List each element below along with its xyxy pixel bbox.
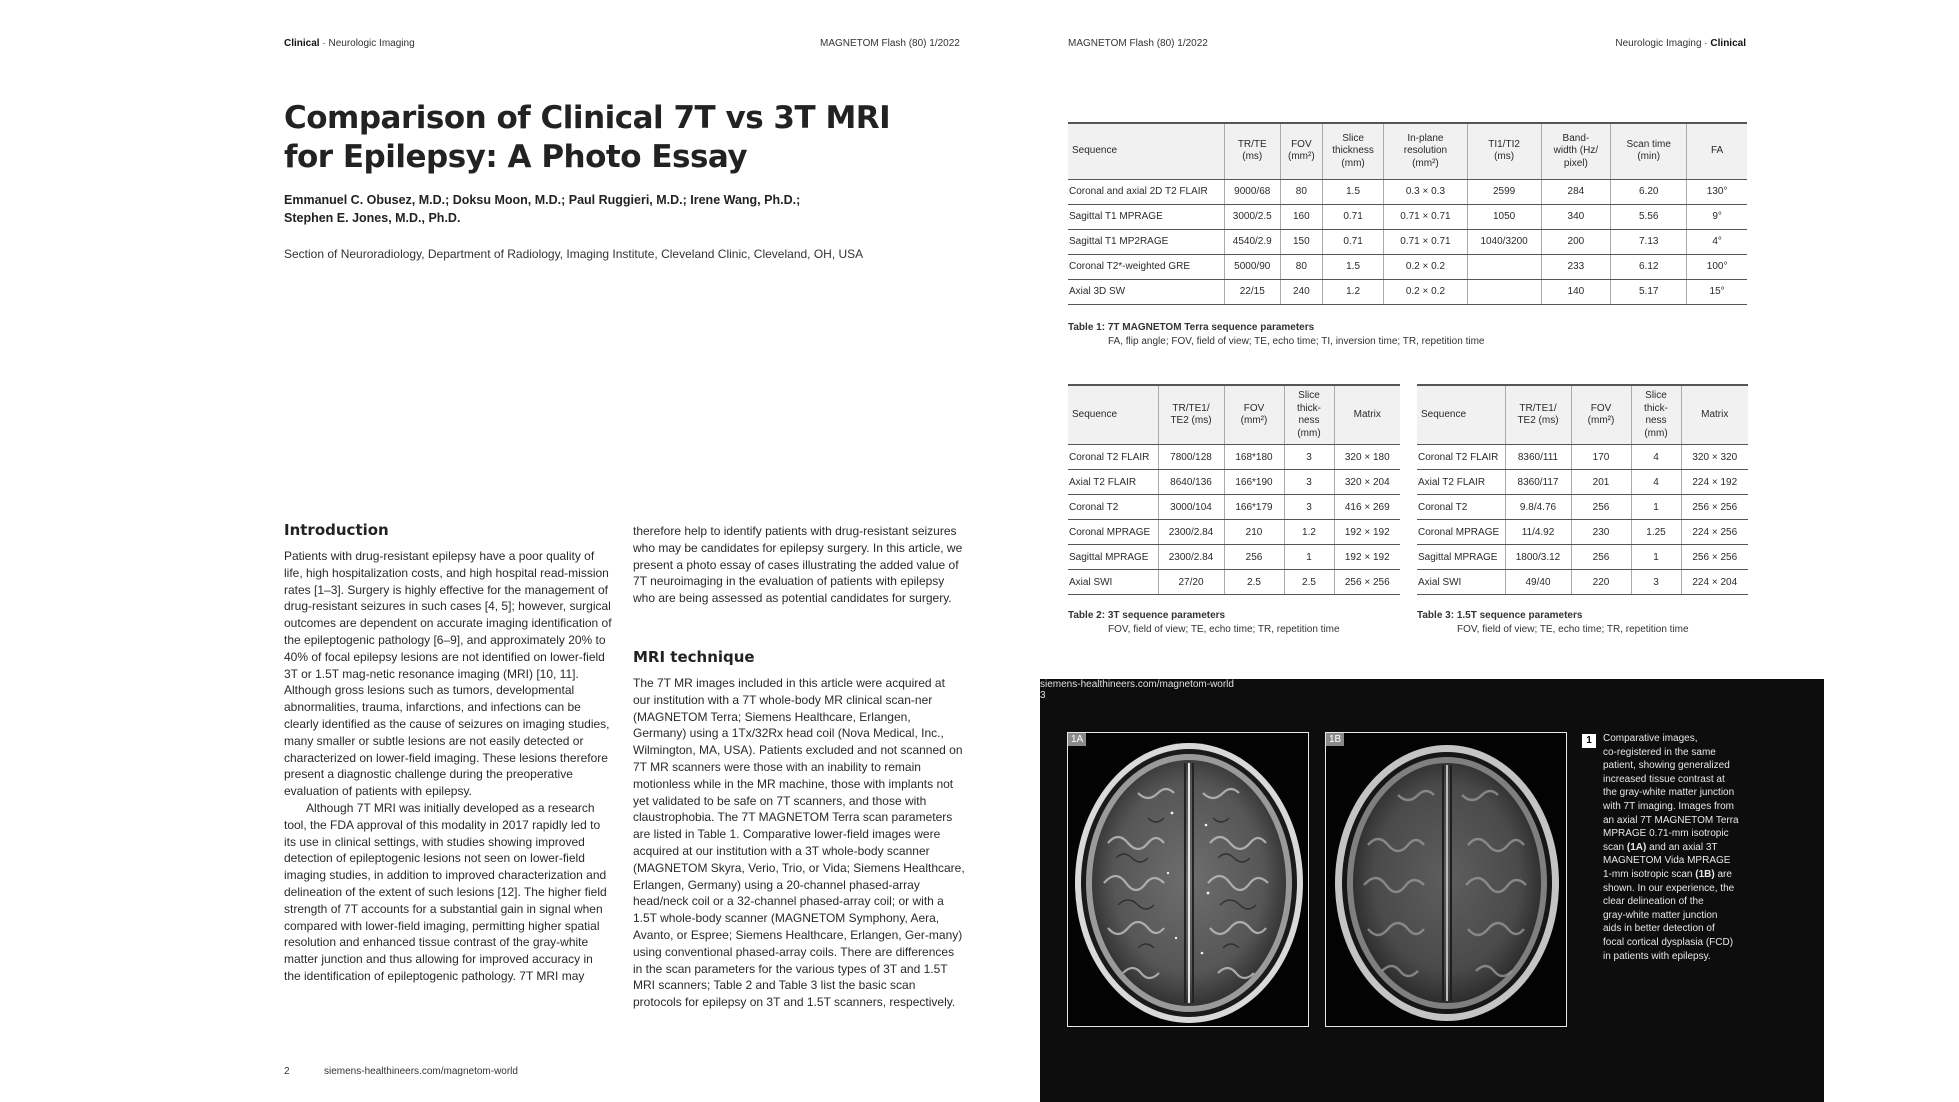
table-cell: Coronal T2 xyxy=(1068,495,1158,520)
column-header: In-plane resolution (mm²) xyxy=(1384,123,1467,179)
table-cell: 240 xyxy=(1280,279,1322,304)
column-header: FOV (mm²) xyxy=(1571,385,1631,445)
right-running-head xyxy=(1615,38,1746,49)
table-row xyxy=(1068,570,1400,595)
table-2-caption-title: Table 2: 3T sequence parameters xyxy=(1068,610,1226,621)
col2-intro-continued xyxy=(633,523,963,607)
table-row xyxy=(1068,229,1747,254)
right-header-topic: Neurologic Imaging xyxy=(1615,38,1702,49)
table-cell: 9° xyxy=(1687,204,1747,229)
col2-paragraph-1: therefore help to identify patients with drug-resistant seizures who may be candidates for epilepsy surgery. In this article, we present a photo essay of cases illustrating the added value of 7T neuroimaging in the evaluation of patients with epilepsy who are being assessed as potential candidates for surgery. xyxy=(633,524,963,606)
table-cell: 284 xyxy=(1541,179,1611,204)
column-header: Slice thick- ness (mm) xyxy=(1284,385,1334,445)
table-1-caption-title: Table 1: 7T MAGNETOM Terra sequence parameters xyxy=(1068,322,1315,333)
table-header-row xyxy=(1068,385,1400,445)
table-row xyxy=(1068,520,1400,545)
authors-line-2: Stephen E. Jones, M.D., Ph.D. xyxy=(284,211,461,225)
table-cell: 168*180 xyxy=(1224,445,1284,470)
table-cell: 320 × 180 xyxy=(1334,445,1400,470)
table-cell: 3000/2.5 xyxy=(1224,204,1280,229)
table-3-caption-title: Table 3: 1.5T sequence parameters xyxy=(1417,610,1583,621)
column-header: FA xyxy=(1687,123,1747,179)
table-cell: 233 xyxy=(1541,254,1611,279)
author-list xyxy=(284,191,984,227)
table-cell: 170 xyxy=(1571,445,1631,470)
table-row xyxy=(1417,545,1748,570)
left-page-number: 2 xyxy=(284,1066,290,1077)
table-cell: Axial SWI xyxy=(1417,570,1505,595)
left-header-issue: MAGNETOM Flash (80) 1/2022 xyxy=(820,38,960,49)
mri-image-1b xyxy=(1325,732,1567,1027)
table-cell: 0.71 xyxy=(1322,229,1383,254)
left-running-head xyxy=(284,38,415,49)
table-cell: 1 xyxy=(1284,545,1334,570)
right-header-issue: MAGNETOM Flash (80) 1/2022 xyxy=(1068,38,1208,49)
table-cell: 224 × 204 xyxy=(1681,570,1748,595)
table-cell: 1800/3.12 xyxy=(1505,545,1571,570)
mri-image-1a xyxy=(1067,732,1309,1027)
caption-line: 1-mm isotropic scan (1B) are xyxy=(1603,868,1732,880)
column-header: Matrix xyxy=(1334,385,1400,445)
caption-line: clear delineation of the xyxy=(1603,896,1704,908)
intro-paragraph-2: Although 7T MRI was initially developed as a research tool, the FDA approval of this modality in 2017 rapidly led to its use in clinical settings, with studies showing improved detection of epileptogenic lesions not seen on lower-field imaging studies, in addition to improved characterization and delineation of the extent of such lesions [12]. The higher field strength of 7T accounts for a substantial gain in signal when compared with lower-field imaging, permitting higher spatial resolution and enhanced tissue contrast of the gray-white matter junction and thus allowing for improved accuracy in the identification of epileptogenic pathology. 7T MRI may xyxy=(284,800,607,983)
table-1-7t-parameters xyxy=(1068,122,1747,305)
table-cell: Axial 3D SW xyxy=(1068,279,1224,304)
table-cell: 9000/68 xyxy=(1224,179,1280,204)
table-cell: 192 × 192 xyxy=(1334,545,1400,570)
intro-column xyxy=(284,548,612,985)
table-3-caption xyxy=(1417,609,1757,637)
column-header: Sequence xyxy=(1068,123,1224,179)
column-header: TI1/TI2 (ms) xyxy=(1467,123,1541,179)
caption-line: Comparative images, xyxy=(1603,733,1698,744)
table-row xyxy=(1068,495,1400,520)
table-cell: 1.5 xyxy=(1322,254,1383,279)
table-cell: 1050 xyxy=(1467,204,1541,229)
table-cell xyxy=(1467,254,1541,279)
table-1-caption xyxy=(1068,321,1748,349)
table-cell: 140 xyxy=(1541,279,1611,304)
table-cell: 256 × 256 xyxy=(1334,570,1400,595)
table-cell: Coronal MPRAGE xyxy=(1417,520,1505,545)
table-cell: 1.25 xyxy=(1631,520,1681,545)
table-cell: 6.20 xyxy=(1611,179,1687,204)
table-cell: 49/40 xyxy=(1505,570,1571,595)
table-cell: 340 xyxy=(1541,204,1611,229)
affiliation: Section of Neuroradiology, Department of Radiology, Imaging Institute, Cleveland Clinic, Cleveland, OH, USA xyxy=(284,247,864,261)
table-cell: 210 xyxy=(1224,520,1284,545)
mri-paragraph-1: The 7T MR images included in this article were acquired at our institution with a 7T whole-body MR clinical scan-ner (MAGNETOM Terra; Siemens Healthcare, Erlangen, Germany) using a 1Tx/32Rx head coil (Nova Medical, Inc., Wilmington, MA, USA). Patients excluded and not scanned on 7T MR scanners were those with an inability to remain motionless while in the MR machine, those with implants not yet validated to be safe on 7T scanners, and those with claustrophobia. The 7T MAGNETOM Terra scan parameters are listed in Table 1. Comparative lower-field images were acquired at our institution with a 3T whole-body scanner (MAGNETOM Skyra, Verio, Trio, or Vida; Siemens Healthcare, Erlangen, Germany) using a 20-channel phased-array head/neck coil or a 32-channel phased-array coil; or with a 1.5T whole-body scanner (MAGNETOM Symphony, Aera, Avanto, or Espree; Siemens Healthcare, Erlangen, Ger-many) using conventional phased-array coils. There are differences in the scan parameters for the various types of 3T and 1.5T MRI scanners; Table 2 and Table 3 list the basic scan protocols for epilepsy on 3T and 1.5T scanners, respectively. xyxy=(633,676,965,1010)
caption-line: an axial 7T MAGNETOM Terra xyxy=(1603,814,1739,826)
table-row xyxy=(1068,179,1747,204)
table-cell: 6.12 xyxy=(1611,254,1687,279)
table-cell: 1.2 xyxy=(1322,279,1383,304)
table-cell: Sagittal T1 MP2RAGE xyxy=(1068,229,1224,254)
column-header: Sequence xyxy=(1068,385,1158,445)
table-cell: 5000/90 xyxy=(1224,254,1280,279)
table-cell: 166*179 xyxy=(1224,495,1284,520)
column-header: Slice thick- ness (mm) xyxy=(1631,385,1681,445)
column-header: Matrix xyxy=(1681,385,1748,445)
table-cell: 2.5 xyxy=(1224,570,1284,595)
table-cell: Sagittal MPRAGE xyxy=(1068,545,1158,570)
table-header-row xyxy=(1068,123,1747,179)
mri-technique-column xyxy=(633,675,965,1011)
right-footer-url[interactable]: siemens-healthineers.com/magnetom-world xyxy=(1040,679,1234,690)
table-cell: 256 xyxy=(1571,495,1631,520)
table-cell: 8360/111 xyxy=(1505,445,1571,470)
table-cell: 320 × 204 xyxy=(1334,470,1400,495)
table-cell: 256 × 256 xyxy=(1681,495,1748,520)
brain-scan-7t-graphic xyxy=(1068,733,1309,1027)
table-cell: 100° xyxy=(1687,254,1747,279)
table-cell: 4540/2.9 xyxy=(1224,229,1280,254)
column-header: TR/TE (ms) xyxy=(1224,123,1280,179)
article-title xyxy=(284,99,984,177)
table-cell: 7.13 xyxy=(1611,229,1687,254)
table-1-caption-note: FA, flip angle; FOV, field of view; TE, echo time; TI, inversion time; TR, repetition time xyxy=(1108,336,1485,347)
figure-label-1b: 1B xyxy=(1326,733,1344,746)
figure-label-1a: 1A xyxy=(1068,733,1086,746)
table-cell: Coronal T2 FLAIR xyxy=(1068,445,1158,470)
caption-line: increased tissue contrast at xyxy=(1603,773,1725,785)
table-cell: 3 xyxy=(1284,445,1334,470)
table-cell: 0.2 × 0.2 xyxy=(1384,254,1467,279)
table-row xyxy=(1417,445,1748,470)
table-cell: 1 xyxy=(1631,545,1681,570)
table-cell: 11/4.92 xyxy=(1505,520,1571,545)
table-cell: 320 × 320 xyxy=(1681,445,1748,470)
table-cell: Axial T2 FLAIR xyxy=(1417,470,1505,495)
table-cell: 2599 xyxy=(1467,179,1541,204)
left-header-section: Clinical xyxy=(284,38,320,49)
column-header: FOV (mm²) xyxy=(1280,123,1322,179)
table-cell: Coronal T2*-weighted GRE xyxy=(1068,254,1224,279)
caption-line: aids in better detection of xyxy=(1603,923,1715,935)
column-header: Sequence xyxy=(1417,385,1505,445)
figure-1-panel xyxy=(1040,679,1824,1102)
table-cell: 224 × 192 xyxy=(1681,470,1748,495)
table-cell: 1.5 xyxy=(1322,179,1383,204)
table-row xyxy=(1068,279,1747,304)
figure-1-caption xyxy=(1603,732,1773,963)
table-cell: Sagittal MPRAGE xyxy=(1417,545,1505,570)
table-cell: 1040/3200 xyxy=(1467,229,1541,254)
table-row xyxy=(1417,520,1748,545)
table-cell: 256 × 256 xyxy=(1681,545,1748,570)
table-cell: 0.71 xyxy=(1322,204,1383,229)
table-cell: 2300/2.84 xyxy=(1158,545,1224,570)
intro-paragraph-1: Patients with drug-resistant epilepsy have a poor quality of life, high hospitalization costs, and high hospital read-mission rates [1–3]. Surgery is highly effective for the management of drug-resistant seizures in such cases [4, 5]; however, surgical outcomes are dependent on accurate imaging identification of the epileptogenic pathology [6–9], and approximately 20% to 40% of focal epilepsy lesions are not identified on lower-field 3T or 1.5T mag-netic resonance imaging (MRI) [10, 11]. Although gross lesions such as tumors, developmental abnormalities, trauma, infarctions, and infections can be clearly identified as the cause of seizures on imaging studies, many smaller or subtle lesions are not easily detected or characterized on lower-field imaging. These lesions therefore present a diagnostic challenge during the preoperative evaluation of patients with epilepsy. xyxy=(284,549,612,799)
table-row xyxy=(1068,204,1747,229)
caption-line: scan (1A) and an axial 3T xyxy=(1603,841,1718,853)
table-cell: 2300/2.84 xyxy=(1158,520,1224,545)
table-cell: 160 xyxy=(1280,204,1322,229)
caption-line: the gray-white matter junction xyxy=(1603,787,1735,799)
left-header-topic: Neurologic Imaging xyxy=(328,38,415,49)
table-header-row xyxy=(1417,385,1748,445)
table-cell: 0.71 × 0.71 xyxy=(1384,229,1467,254)
table-cell: 224 × 256 xyxy=(1681,520,1748,545)
table-cell: 3 xyxy=(1284,495,1334,520)
table-cell: 220 xyxy=(1571,570,1631,595)
table-2-3t-parameters xyxy=(1068,384,1400,595)
figure-number: 1 xyxy=(1582,734,1596,748)
column-header: TR/TE1/ TE2 (ms) xyxy=(1505,385,1571,445)
table-cell: 130° xyxy=(1687,179,1747,204)
table-cell: 230 xyxy=(1571,520,1631,545)
column-header: Scan time (min) xyxy=(1611,123,1687,179)
table-cell: 200 xyxy=(1541,229,1611,254)
table-cell: 256 xyxy=(1224,545,1284,570)
table-cell: 8640/136 xyxy=(1158,470,1224,495)
right-page-number: 3 xyxy=(1040,690,1046,701)
caption-line: with 7T imaging. Images from xyxy=(1603,800,1734,812)
left-header-sep: · xyxy=(319,38,329,49)
right-header-sep: · xyxy=(1701,38,1711,49)
table-cell: 201 xyxy=(1571,470,1631,495)
table-cell: Axial SWI xyxy=(1068,570,1158,595)
table-cell: Sagittal T1 MPRAGE xyxy=(1068,204,1224,229)
table-row xyxy=(1068,545,1400,570)
table-cell: 4 xyxy=(1631,445,1681,470)
table-cell: 0.3 × 0.3 xyxy=(1384,179,1467,204)
table-cell: 4 xyxy=(1631,470,1681,495)
table-cell: 15° xyxy=(1687,279,1747,304)
table-row xyxy=(1068,254,1747,279)
table-3-caption-note: FOV, field of view; TE, echo time; TR, repetition time xyxy=(1457,624,1689,635)
table-row xyxy=(1417,470,1748,495)
title-line-2: for Epilepsy: A Photo Essay xyxy=(284,139,748,175)
caption-line: MPRAGE 0.71-mm isotropic xyxy=(1603,828,1729,840)
table-cell: 22/15 xyxy=(1224,279,1280,304)
caption-line: shown. In our experience, the xyxy=(1603,882,1735,894)
table-cell: 9.8/4.76 xyxy=(1505,495,1571,520)
table-cell: 3 xyxy=(1631,570,1681,595)
table-cell: Coronal T2 xyxy=(1417,495,1505,520)
table-row xyxy=(1068,445,1400,470)
table-cell: 1.2 xyxy=(1284,520,1334,545)
table-row xyxy=(1417,570,1748,595)
table-cell: 166*190 xyxy=(1224,470,1284,495)
title-line-1: Comparison of Clinical 7T vs 3T MRI xyxy=(284,100,891,136)
column-header: FOV (mm²) xyxy=(1224,385,1284,445)
caption-line: co-registered in the same xyxy=(1603,746,1716,758)
table-cell: 2.5 xyxy=(1284,570,1334,595)
caption-line: gray-white matter junction xyxy=(1603,909,1718,921)
table-cell: Coronal MPRAGE xyxy=(1068,520,1158,545)
column-header: TR/TE1/ TE2 (ms) xyxy=(1158,385,1224,445)
caption-line: in patients with epilepsy. xyxy=(1603,950,1711,962)
table-cell: 3 xyxy=(1284,470,1334,495)
right-header-section: Clinical xyxy=(1710,38,1746,49)
table-cell: 8360/117 xyxy=(1505,470,1571,495)
table-3-15t-parameters xyxy=(1417,384,1748,595)
authors-line-1: Emmanuel C. Obusez, M.D.; Doksu Moon, M.D.; Paul Ruggieri, M.D.; Irene Wang, Ph.D.; xyxy=(284,193,801,207)
table-cell: 4° xyxy=(1687,229,1747,254)
table-cell: Coronal T2 FLAIR xyxy=(1417,445,1505,470)
table-cell: 3000/104 xyxy=(1158,495,1224,520)
caption-line: MAGNETOM Vida MPRAGE xyxy=(1603,855,1731,867)
table-cell: 5.56 xyxy=(1611,204,1687,229)
table-cell: Axial T2 FLAIR xyxy=(1068,470,1158,495)
table-cell: 5.17 xyxy=(1611,279,1687,304)
mri-technique-heading: MRI technique xyxy=(633,648,755,666)
column-header: Slice thickness (mm) xyxy=(1322,123,1383,179)
table-cell: 1 xyxy=(1631,495,1681,520)
table-cell: 7800/128 xyxy=(1158,445,1224,470)
left-footer-url[interactable]: siemens-healthineers.com/magnetom-world xyxy=(324,1066,518,1077)
table-cell: 0.71 × 0.71 xyxy=(1384,204,1467,229)
column-header: Band- width (Hz/ pixel) xyxy=(1541,123,1611,179)
table-cell: 256 xyxy=(1571,545,1631,570)
table-cell: 27/20 xyxy=(1158,570,1224,595)
table-cell: 80 xyxy=(1280,179,1322,204)
table-row xyxy=(1068,470,1400,495)
caption-line: focal cortical dysplasia (FCD) xyxy=(1603,936,1734,948)
intro-heading: Introduction xyxy=(284,521,389,539)
table-cell: 416 × 269 xyxy=(1334,495,1400,520)
caption-line: patient, showing generalized xyxy=(1603,760,1730,772)
table-row xyxy=(1417,495,1748,520)
table-cell: 192 × 192 xyxy=(1334,520,1400,545)
brain-scan-3t-graphic xyxy=(1326,733,1567,1027)
table-2-caption xyxy=(1068,609,1408,637)
table-cell: 150 xyxy=(1280,229,1322,254)
table-cell: 80 xyxy=(1280,254,1322,279)
table-cell xyxy=(1467,279,1541,304)
table-cell: Coronal and axial 2D T2 FLAIR xyxy=(1068,179,1224,204)
table-2-caption-note: FOV, field of view; TE, echo time; TR, repetition time xyxy=(1108,624,1340,635)
table-cell: 0.2 × 0.2 xyxy=(1384,279,1467,304)
